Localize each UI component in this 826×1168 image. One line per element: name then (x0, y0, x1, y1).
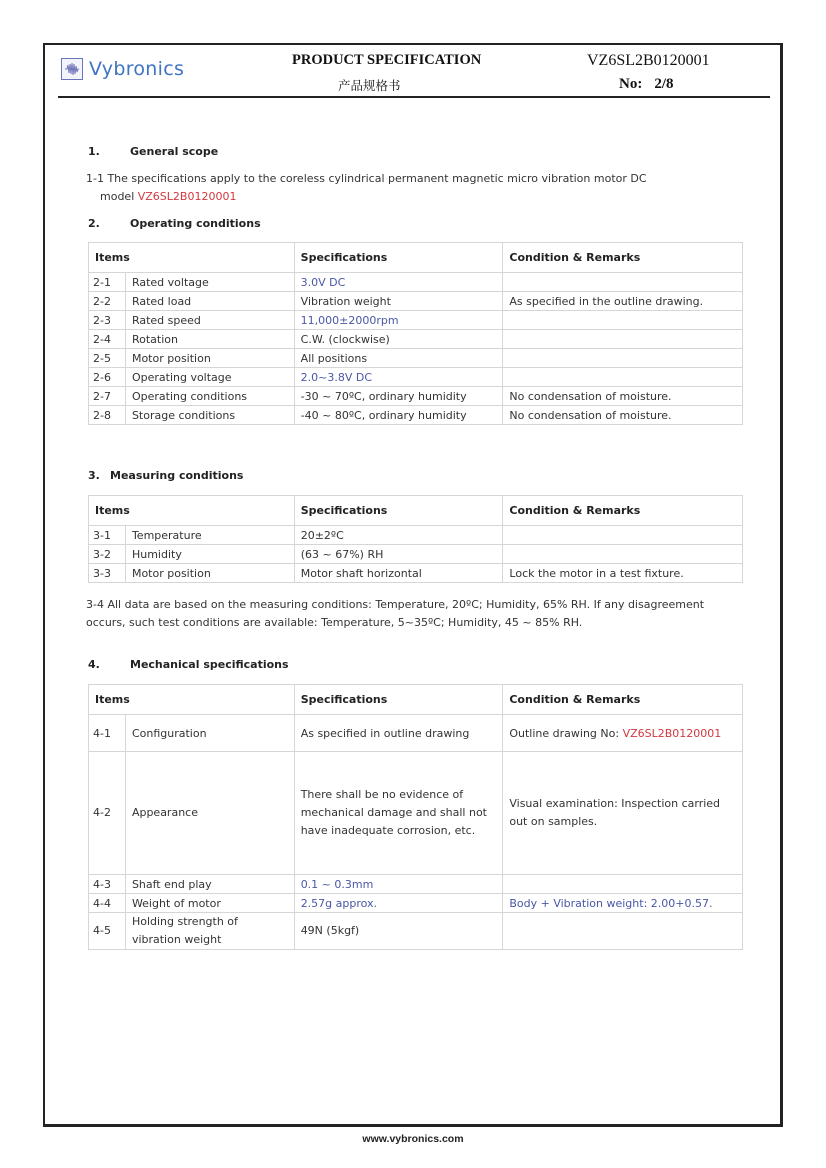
remark-model: VZ6SL2B0120001 (622, 726, 722, 740)
table-header-row (89, 496, 743, 526)
row-spec: 2.0~3.8V DC (294, 368, 503, 387)
row-item: Humidity (125, 545, 294, 564)
header-remarks: Condition & Remarks (503, 243, 743, 273)
scope-model: VZ6SL2B0120001 (137, 190, 237, 203)
table-row (89, 330, 743, 349)
row-remark (503, 273, 743, 292)
operating-conditions-table (88, 242, 743, 425)
row-index: 2-5 (89, 349, 126, 368)
header-items: Items (89, 243, 295, 273)
row-spec: Motor shaft horizontal (294, 564, 503, 583)
table-header-row (89, 243, 743, 273)
row-spec: 49N (5kgf) (294, 913, 503, 950)
row-index: 2-1 (89, 273, 126, 292)
section-2-heading (88, 217, 261, 230)
row-spec: (63 ~ 67%) RH (294, 545, 503, 564)
row-item: Shaft end play (125, 875, 294, 894)
row-spec: 0.1 ~ 0.3mm (294, 875, 503, 894)
row-index: 4-1 (89, 715, 126, 752)
row-item: Weight of motor (125, 894, 294, 913)
row-index: 4-2 (89, 752, 126, 875)
item-line: vibration weight (131, 933, 222, 946)
row-index: 3-1 (89, 526, 126, 545)
table-row (89, 545, 743, 564)
remark-line: Visual examination: Inspection carried (509, 797, 721, 810)
item-line: Holding strength of (131, 915, 238, 928)
note-line-2: occurs, such test conditions are available: Temperature, 5~35ºC; Humidity, 45 ~ 85% RH. (86, 616, 583, 629)
table-row (89, 311, 743, 330)
row-remark (503, 311, 743, 330)
row-index: 2-4 (89, 330, 126, 349)
company-logo (61, 58, 184, 80)
row-remark (503, 349, 743, 368)
row-spec: Vibration weight (294, 292, 503, 311)
row-spec: -30 ~ 70ºC, ordinary humidity (294, 387, 503, 406)
section-number: 3. (88, 469, 100, 482)
row-index: 2-8 (89, 406, 126, 425)
spec-line: mechanical damage and shall not (300, 806, 487, 819)
table-row (89, 564, 743, 583)
table-row (89, 752, 743, 875)
document-title-cn: 产品规格书 (338, 78, 401, 93)
row-item (125, 913, 294, 950)
row-spec: 3.0V DC (294, 273, 503, 292)
row-index: 3-3 (89, 564, 126, 583)
row-remark (503, 368, 743, 387)
row-index: 2-3 (89, 311, 126, 330)
row-spec: 11,000±2000rpm (294, 311, 503, 330)
row-remark: Body + Vibration weight: 2.00+0.57. (503, 894, 743, 913)
mechanical-specifications-table (88, 684, 743, 950)
header-specifications: Specifications (294, 496, 503, 526)
row-index: 3-2 (89, 545, 126, 564)
measuring-note (86, 596, 704, 632)
page-number (619, 76, 674, 93)
row-item: Rated voltage (125, 273, 294, 292)
table-header-row (89, 685, 743, 715)
table-row (89, 349, 743, 368)
row-remark (503, 715, 743, 752)
table-row (89, 368, 743, 387)
remark-prefix: Outline drawing No: (509, 726, 623, 740)
page-label: No: (619, 76, 643, 92)
row-index: 2-7 (89, 387, 126, 406)
logo-text: Vybronics (89, 58, 185, 80)
row-item: Operating conditions (125, 387, 294, 406)
header-items: Items (89, 496, 295, 526)
document-title: PRODUCT SPECIFICATION (292, 52, 482, 68)
row-remark: No condensation of moisture. (503, 387, 743, 406)
row-spec: -40 ~ 80ºC, ordinary humidity (294, 406, 503, 425)
header-items: Items (89, 685, 295, 715)
page-value: 2/8 (654, 76, 674, 92)
table-row (89, 292, 743, 311)
row-index: 2-6 (89, 368, 126, 387)
row-remark: Lock the motor in a test fixture. (503, 564, 743, 583)
section-title: General scope (130, 145, 219, 158)
header-specifications: Specifications (294, 685, 503, 715)
table-row (89, 526, 743, 545)
row-item: Configuration (125, 715, 294, 752)
row-item: Rotation (125, 330, 294, 349)
footer-url: www.vybronics.com (362, 1133, 464, 1145)
general-scope-paragraph (86, 170, 647, 206)
header-remarks: Condition & Remarks (503, 685, 743, 715)
spec-line: There shall be no evidence of (300, 788, 464, 801)
model-number: VZ6SL2B0120001 (587, 52, 710, 69)
row-remark (503, 875, 743, 894)
scope-text: 1-1 The specifications apply to the coreless cylindrical permanent magnetic micro vibration motor DC (86, 172, 647, 185)
section-1-heading (88, 145, 218, 158)
spec-line: have inadequate corrosion, etc. (300, 824, 476, 837)
row-remark (503, 330, 743, 349)
note-line-1: 3-4 All data are based on the measuring conditions: Temperature, 20ºC; Humidity, 65% RH. If any disagreement (86, 598, 705, 611)
row-spec: 2.57g approx. (294, 894, 503, 913)
section-number: 1. (88, 145, 100, 158)
row-index: 4-4 (89, 894, 126, 913)
section-title: Measuring conditions (110, 469, 244, 482)
remark-line: out on samples. (509, 815, 598, 828)
row-spec (294, 752, 503, 875)
row-item: Rated load (125, 292, 294, 311)
row-item: Operating voltage (125, 368, 294, 387)
row-spec: All positions (294, 349, 503, 368)
row-index: 2-2 (89, 292, 126, 311)
scope-model-label: model (100, 190, 138, 203)
section-number: 4. (88, 658, 100, 671)
row-index: 4-3 (89, 875, 126, 894)
row-item: Temperature (125, 526, 294, 545)
row-spec: 20±2ºC (294, 526, 503, 545)
row-item: Motor position (125, 349, 294, 368)
row-item: Motor position (125, 564, 294, 583)
waveform-icon (61, 58, 83, 80)
section-number: 2. (88, 217, 100, 230)
row-spec: C.W. (clockwise) (294, 330, 503, 349)
row-remark: No condensation of moisture. (503, 406, 743, 425)
measuring-conditions-table (88, 495, 743, 583)
row-remark (503, 545, 743, 564)
table-row (89, 406, 743, 425)
header-divider (58, 96, 770, 98)
row-remark (503, 913, 743, 950)
table-row (89, 894, 743, 913)
row-spec: As specified in outline drawing (294, 715, 503, 752)
row-remark (503, 752, 743, 875)
table-row (89, 715, 743, 752)
table-row (89, 913, 743, 950)
row-item: Rated speed (125, 311, 294, 330)
table-row (89, 273, 743, 292)
row-index: 4-5 (89, 913, 126, 950)
section-4-heading (88, 658, 289, 671)
row-remark (503, 526, 743, 545)
row-item: Appearance (125, 752, 294, 875)
section-3-heading (88, 469, 243, 482)
table-row (89, 387, 743, 406)
header-specifications: Specifications (294, 243, 503, 273)
header-remarks: Condition & Remarks (503, 496, 743, 526)
section-title: Operating conditions (130, 217, 261, 230)
row-remark: As specified in the outline drawing. (503, 292, 743, 311)
row-item: Storage conditions (125, 406, 294, 425)
table-row (89, 875, 743, 894)
section-title: Mechanical specifications (130, 658, 289, 671)
